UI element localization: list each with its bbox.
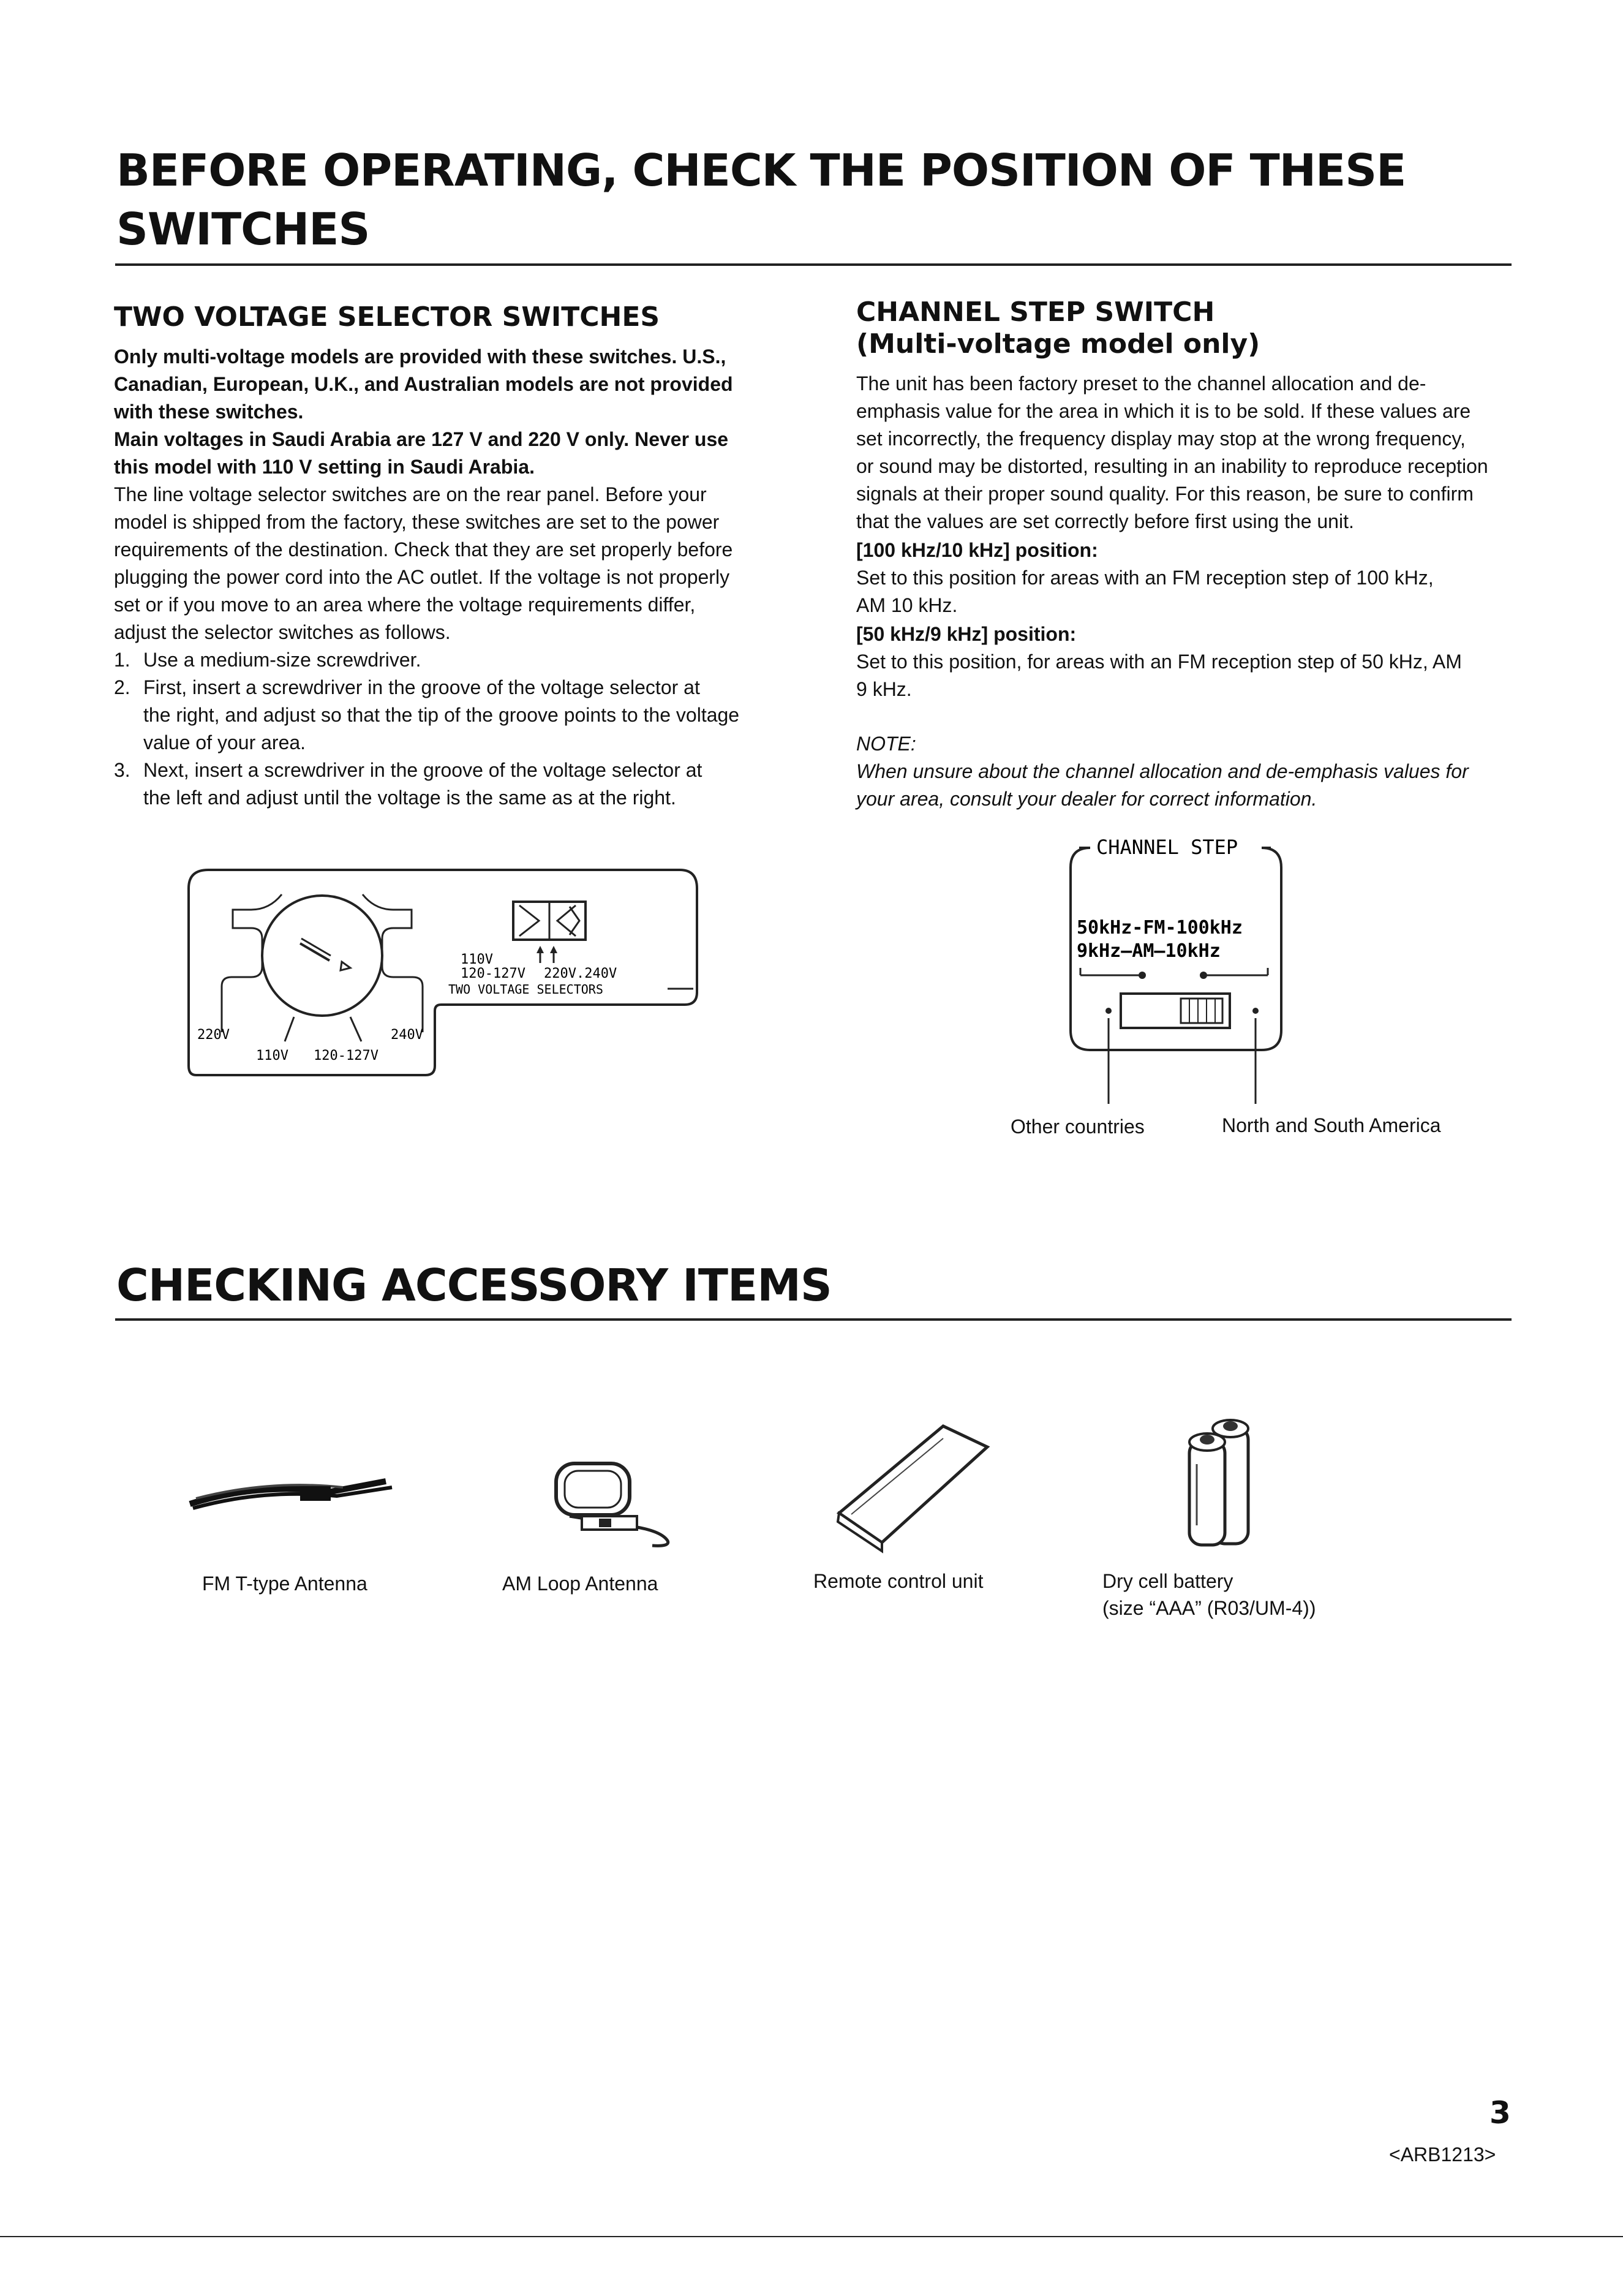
- accessory-label: Remote control unit: [813, 1570, 984, 1592]
- step-line: the right, and adjust so that the tip of the groove points to the voltage: [143, 704, 740, 726]
- remote-top: [839, 1426, 987, 1543]
- channel-step-title: CHANNEL STEP: [1096, 836, 1238, 859]
- fm-step-line: 50kHz-FM-100kHz: [1077, 917, 1243, 938]
- other-countries-label: Other countries: [1011, 1116, 1145, 1138]
- voltage-warning: [114, 343, 781, 481]
- note-line: When unsure about the channel allocation and de-emphasis values for: [856, 760, 1469, 782]
- knob-housing-right: [363, 894, 423, 1032]
- body-line: emphasis value for the area in which it is to be sold. If these values are: [856, 400, 1471, 422]
- page-number: 3: [1489, 2095, 1511, 2131]
- step-number: 1.: [114, 649, 130, 671]
- body-line: 9 kHz.: [856, 678, 912, 700]
- label-220: 220V: [197, 1027, 230, 1043]
- body-line: set incorrectly, the frequency display may stop at the wrong frequency,: [856, 428, 1466, 450]
- body-line: model is shipped from the factory, these switches are set to the power: [114, 511, 720, 533]
- section-rule: [115, 263, 1512, 266]
- sel-label-120-127: 120-127V: [461, 966, 525, 981]
- tick-120-127: [350, 1017, 361, 1041]
- step-line: the left and adjust until the voltage is the same as at the right.: [143, 787, 676, 809]
- body-line: The line voltage selector switches are on the rear panel. Before your: [114, 483, 707, 505]
- step-number: 3.: [114, 759, 130, 781]
- warning-line: Canadian, European, U.K., and Australian models are not provided: [114, 373, 733, 395]
- tick-110: [285, 1017, 294, 1041]
- right-position-dot-icon: [1252, 1008, 1259, 1014]
- step-line: Use a medium-size screwdriver.: [143, 649, 421, 671]
- channel-step-diagram: [1053, 834, 1311, 1104]
- step-number: 2.: [114, 676, 130, 698]
- warning-line: this model with 110 V setting in Saudi Arabia.: [114, 456, 535, 478]
- accessory-sublabel: (size “AAA” (R03/UM-4)): [1102, 1597, 1316, 1619]
- step-item: [114, 674, 781, 757]
- body-line: set or if you move to an area where the voltage requirements differ,: [114, 594, 696, 616]
- battery-terminal: [1223, 1421, 1238, 1431]
- loop-clip: [599, 1519, 611, 1527]
- warning-line: Only multi-voltage models are provided with these switches. U.S.,: [114, 346, 726, 368]
- voltage-steps: [114, 646, 781, 812]
- selector-right-chevron-inner-icon: [570, 907, 579, 935]
- battery-terminal: [1200, 1435, 1214, 1444]
- channel-heading: CHANNEL STEP SWITCH: [856, 296, 1215, 328]
- pointer-triangle-icon: [341, 962, 350, 970]
- voltage-section: [114, 301, 781, 812]
- accessory-label: Dry cell battery: [1102, 1570, 1233, 1592]
- left-dot-icon: [1139, 972, 1146, 979]
- note-body: [856, 758, 1524, 813]
- battery-icon: [1176, 1409, 1262, 1550]
- position-100-body: [856, 564, 1524, 619]
- label-240: 240V: [391, 1027, 423, 1043]
- accessory-label: AM Loop Antenna: [502, 1573, 658, 1595]
- slide-switch-knob: [1181, 999, 1222, 1023]
- voltage-body: [114, 481, 781, 646]
- left-position-dot-icon: [1105, 1008, 1112, 1014]
- body-line: plugging the power cord into the AC outlet. If the voltage is not properly: [114, 566, 730, 588]
- body-line: Set to this position for areas with an FM reception step of 100 kHz,: [856, 567, 1434, 589]
- voltage-heading: TWO VOLTAGE SELECTOR SWITCHES: [114, 301, 660, 333]
- step-item: [114, 646, 781, 674]
- am-loop-antenna-icon: [545, 1455, 692, 1553]
- channel-subheading: (Multi-voltage model only): [856, 328, 1260, 360]
- step-item: [114, 757, 781, 812]
- warning-line: Main voltages in Saudi Arabia are 127 V and 220 V only. Never use: [114, 428, 729, 450]
- position-50-title: [50 kHz/9 kHz] position:: [856, 623, 1077, 645]
- sel-label-220-240: 220V.240V: [544, 966, 617, 981]
- body-line: requirements of the destination. Check that they are set properly before: [114, 538, 733, 561]
- body-line: AM 10 kHz.: [856, 594, 958, 616]
- voltage-selector-diagram: [184, 864, 710, 1084]
- position-100-title: [100 kHz/10 kHz] position:: [856, 539, 1098, 561]
- label-120-127: 120-127V: [314, 1048, 378, 1063]
- battery-front: [1189, 1441, 1225, 1545]
- document-code: <ARB1213>: [1389, 2143, 1496, 2166]
- label-110: 110V: [256, 1048, 288, 1063]
- remote-control-icon: [821, 1415, 998, 1556]
- sel-label-110: 110V: [461, 952, 493, 967]
- body-line: The unit has been factory preset to the channel allocation and de-: [856, 372, 1426, 395]
- selectors-label: TWO VOLTAGE SELECTORS: [448, 982, 603, 997]
- right-dot-icon: [1200, 972, 1207, 979]
- antenna-connector: [300, 1486, 331, 1501]
- page-title-line1: BEFORE OPERATING, CHECK THE POSITION OF THESE: [116, 145, 1406, 196]
- step-line: value of your area.: [143, 731, 306, 753]
- position-50-body: [856, 648, 1524, 703]
- body-line: adjust the selector switches as follows.: [114, 621, 451, 643]
- am-step-line: 9kHz—AM—10kHz: [1077, 940, 1221, 962]
- arrow-head-icon: [537, 946, 544, 953]
- selector-left-chevron-icon: [519, 905, 539, 936]
- loop-inner: [565, 1471, 621, 1508]
- page-title-line2: SWITCHES: [116, 203, 370, 255]
- accessory-label: FM T-type Antenna: [202, 1573, 367, 1595]
- note-line: your area, consult your dealer for correct information.: [856, 788, 1317, 810]
- body-line: or sound may be distorted, resulting in an inability to reproduce reception: [856, 455, 1488, 477]
- footer-rule: [0, 2236, 1623, 2237]
- knob-housing-left: [222, 894, 282, 1032]
- body-line: Set to this position, for areas with an FM reception step of 50 kHz, AM: [856, 651, 1462, 673]
- warning-line: with these switches.: [114, 401, 304, 423]
- step-line: First, insert a screwdriver in the groove of the voltage selector at: [143, 676, 700, 698]
- note-title: NOTE:: [856, 733, 916, 755]
- americas-label: North and South America: [1222, 1114, 1441, 1136]
- fm-antenna-icon: [184, 1458, 404, 1525]
- accessories-title: CHECKING ACCESSORY ITEMS: [116, 1259, 832, 1311]
- body-line: that the values are set correctly before first using the unit.: [856, 510, 1354, 532]
- body-line: signals at their proper sound quality. For this reason, be sure to confirm: [856, 483, 1474, 505]
- step-line: Next, insert a screwdriver in the groove of the voltage selector at: [143, 759, 702, 781]
- channel-section: [856, 296, 1524, 813]
- arrow-head-icon: [550, 946, 557, 953]
- channel-body: [856, 370, 1524, 535]
- section-rule: [115, 1318, 1512, 1321]
